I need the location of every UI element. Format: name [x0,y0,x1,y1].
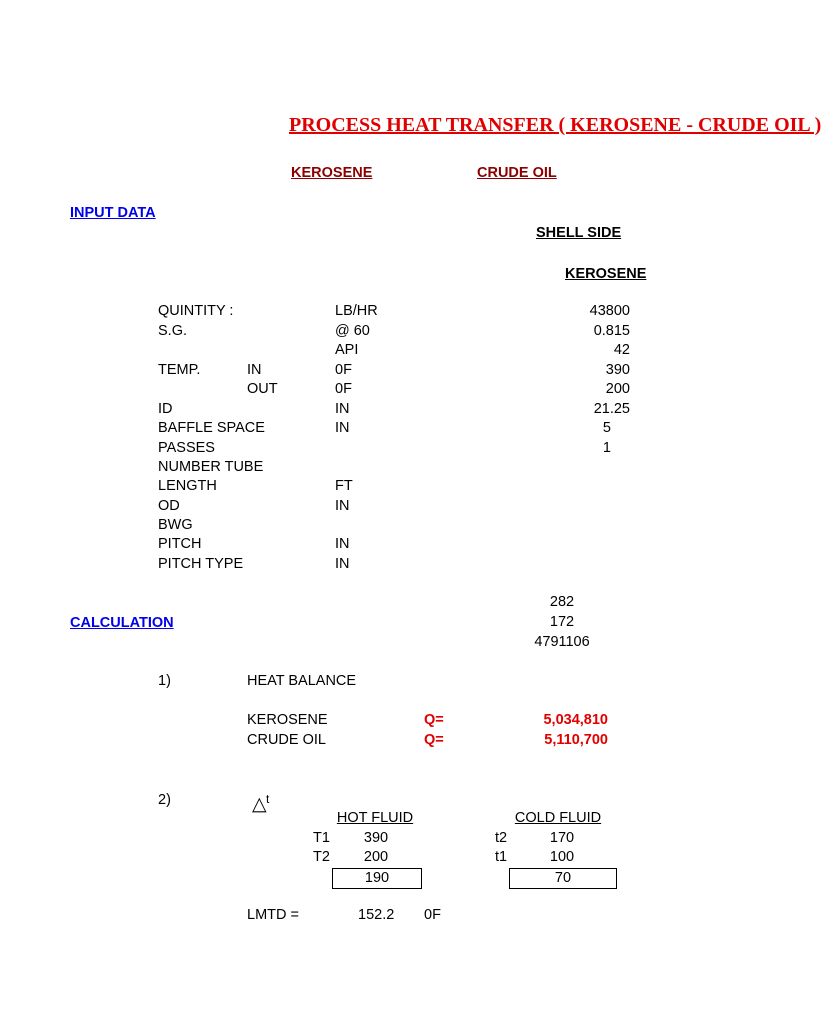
heat-balance-q: Q= [424,732,444,748]
param-name: BAFFLE SPACE [158,420,265,436]
param-value: 21.25 [593,401,630,417]
delta-icon: △ [252,794,267,815]
param-unit: 0F [335,362,352,378]
param-unit: IN [335,536,350,552]
step-1-label: HEAT BALANCE [247,673,357,689]
param-unit: IN [335,420,350,436]
lmtd-value: 152.2 [358,907,395,923]
step-2-number: 2) [158,792,171,808]
input-data-link[interactable]: INPUT DATA [70,205,156,221]
param-unit: LB/HR [335,303,378,319]
param-name: ID [158,401,173,417]
param-unit: FT [335,478,353,494]
misc-value: 4791106 [534,634,590,650]
heat-balance-value: 5,110,700 [544,732,608,748]
param-sub: IN [247,362,262,378]
hot-fluid-heading: KEROSENE [291,165,373,181]
param-value: 390 [605,362,630,378]
param-value: 0.815 [593,323,630,339]
hot-diff-box: 190 [332,868,422,889]
cold-temp-label: t1 [495,849,508,865]
misc-value: 172 [549,614,575,630]
heat-balance-q: Q= [424,712,444,728]
heat-balance-value: 5,034,810 [543,712,608,728]
cold-fluid-heading: CRUDE OIL [477,165,557,181]
hot-temp-label: T1 [313,830,330,846]
param-unit: 0F [335,381,352,397]
param-value: 43800 [589,303,630,319]
param-value: 200 [605,381,630,397]
cold-temp-label: t2 [495,830,508,846]
cold-temp-value: 170 [549,830,575,846]
calculation-link[interactable]: CALCULATION [70,615,174,631]
hot-temp-value: 390 [363,830,389,846]
param-name: LENGTH [158,478,217,494]
param-name: PASSES [158,440,215,456]
misc-value: 282 [549,594,575,610]
cold-diff-box: 70 [509,868,617,889]
shell-side-label: SHELL SIDE [536,225,622,241]
shell-fluid-label: KEROSENE [565,266,647,282]
cold-temp-value: 100 [549,849,575,865]
heat-balance-fluid: CRUDE OIL [247,732,326,748]
param-unit: IN [335,498,350,514]
delta-subscript: t [266,792,270,806]
cold-fluid-header: COLD FLUID [514,810,602,826]
param-name: S.G. [158,323,188,339]
page-title: PROCESS HEAT TRANSFER ( KEROSENE - CRUDE OIL ) [289,114,821,136]
param-value: 42 [613,342,630,358]
param-name: NUMBER TUBE [158,459,264,475]
lmtd-label: LMTD = [247,907,299,923]
param-value: 1 [602,440,611,456]
heat-balance-fluid: KEROSENE [247,712,328,728]
param-unit: IN [335,556,350,572]
param-name: TEMP. [158,362,201,378]
param-name: BWG [158,517,193,533]
step-1-number: 1) [158,673,171,689]
param-name: PITCH TYPE [158,556,244,572]
param-name: PITCH [158,536,202,552]
param-sub: OUT [247,381,278,397]
param-value: 5 [602,420,611,436]
lmtd-unit: 0F [424,907,441,923]
hot-temp-label: T2 [313,849,330,865]
hot-fluid-header: HOT FLUID [336,810,414,826]
param-unit: API [335,342,359,358]
param-name: OD [158,498,180,514]
param-unit: IN [335,401,350,417]
param-name: QUINTITY : [158,303,234,319]
param-unit: @ 60 [335,323,370,339]
hot-temp-value: 200 [363,849,389,865]
